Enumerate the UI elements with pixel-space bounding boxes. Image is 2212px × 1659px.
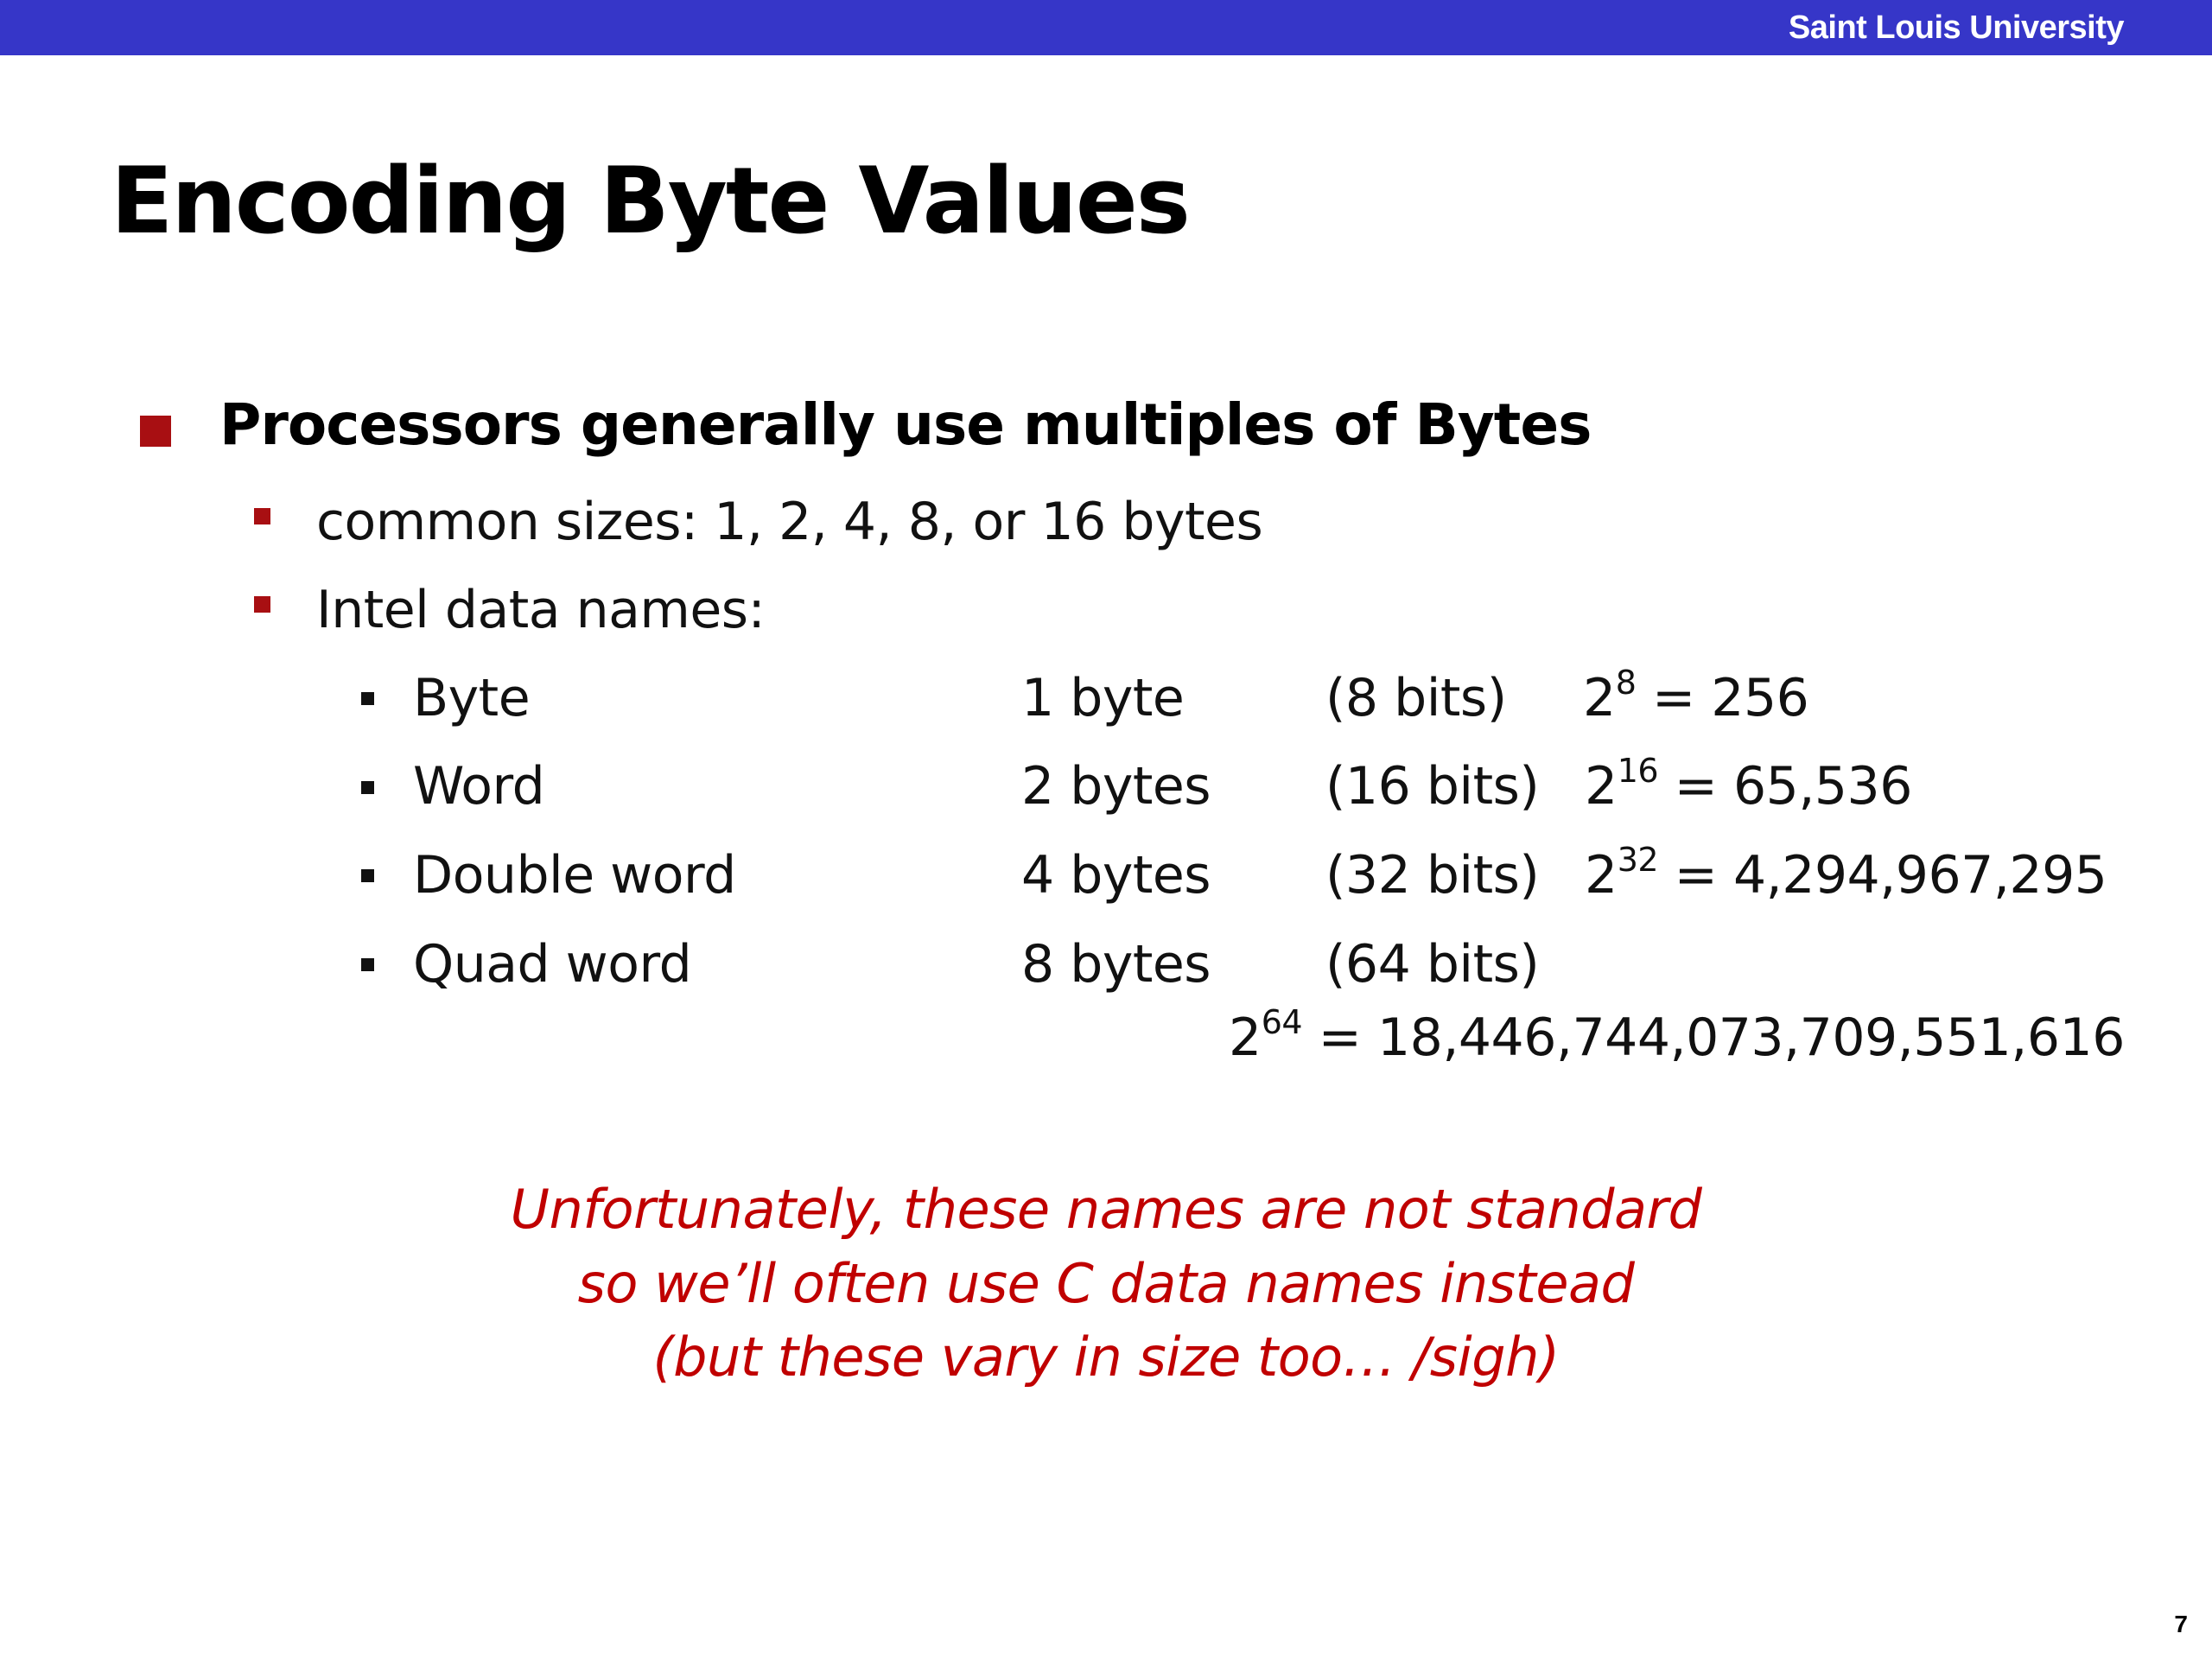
page-number: 7 bbox=[2174, 1611, 2188, 1637]
small-bullet-icon bbox=[361, 781, 374, 794]
power-exponent: 8 bbox=[1615, 664, 1637, 702]
slide-title: Encoding Byte Values bbox=[111, 148, 1189, 254]
data-name-label: Byte bbox=[413, 668, 531, 728]
data-name-label: Word bbox=[413, 756, 545, 817]
power-of-two bbox=[1585, 753, 1912, 819]
sub-bullet-common-sizes: common sizes: 1, 2, 4, 8, or 16 bytes bbox=[316, 492, 1263, 552]
data-size: 2 bytes bbox=[1021, 756, 1211, 817]
header-bar bbox=[0, 0, 2212, 55]
data-size: 8 bytes bbox=[1021, 934, 1211, 995]
note-line-2: so we’ll often use C data names instead bbox=[577, 1252, 1635, 1315]
data-bits: (64 bits) bbox=[1325, 934, 1540, 995]
data-bits: (16 bits) bbox=[1325, 756, 1540, 817]
data-name-label: Quad word bbox=[413, 934, 692, 995]
power-of-two bbox=[1229, 1005, 2125, 1071]
square-bullet-icon bbox=[254, 596, 270, 613]
power-of-two bbox=[1585, 842, 2107, 908]
power-of-two bbox=[1583, 665, 1808, 731]
power-value: = 4,294,967,295 bbox=[1658, 845, 2107, 906]
note-line-3: (but these vary in size too… /sigh) bbox=[652, 1325, 1560, 1389]
data-size: 4 bytes bbox=[1021, 845, 1211, 906]
power-value: = 18,446,744,073,709,551,616 bbox=[1302, 1007, 2125, 1068]
data-bits: (8 bits) bbox=[1325, 668, 1507, 728]
power-base: 2 bbox=[1229, 1007, 1262, 1068]
power-base: 2 bbox=[1585, 845, 1618, 906]
square-bullet-icon bbox=[140, 416, 171, 447]
square-bullet-icon bbox=[254, 508, 270, 524]
small-bullet-icon bbox=[361, 692, 374, 705]
sub-bullet-intel-names: Intel data names: bbox=[316, 580, 766, 640]
data-size: 1 byte bbox=[1021, 668, 1185, 728]
power-exponent: 64 bbox=[1261, 1003, 1303, 1041]
power-value: = 256 bbox=[1636, 668, 1809, 728]
data-bits: (32 bits) bbox=[1325, 845, 1540, 906]
data-name-label: Double word bbox=[413, 845, 736, 906]
power-base: 2 bbox=[1585, 756, 1618, 817]
power-exponent: 32 bbox=[1617, 841, 1659, 879]
organization-name: Saint Louis University bbox=[1788, 10, 2124, 46]
small-bullet-icon bbox=[361, 869, 374, 882]
power-value: = 65,536 bbox=[1658, 756, 1912, 817]
small-bullet-icon bbox=[361, 958, 374, 971]
main-bullet-text: Processors generally use multiples of Bytes bbox=[219, 391, 1592, 458]
note-line-1: Unfortunately, these names are not standard bbox=[510, 1178, 1702, 1241]
power-base: 2 bbox=[1583, 668, 1616, 728]
power-exponent: 16 bbox=[1617, 752, 1659, 790]
